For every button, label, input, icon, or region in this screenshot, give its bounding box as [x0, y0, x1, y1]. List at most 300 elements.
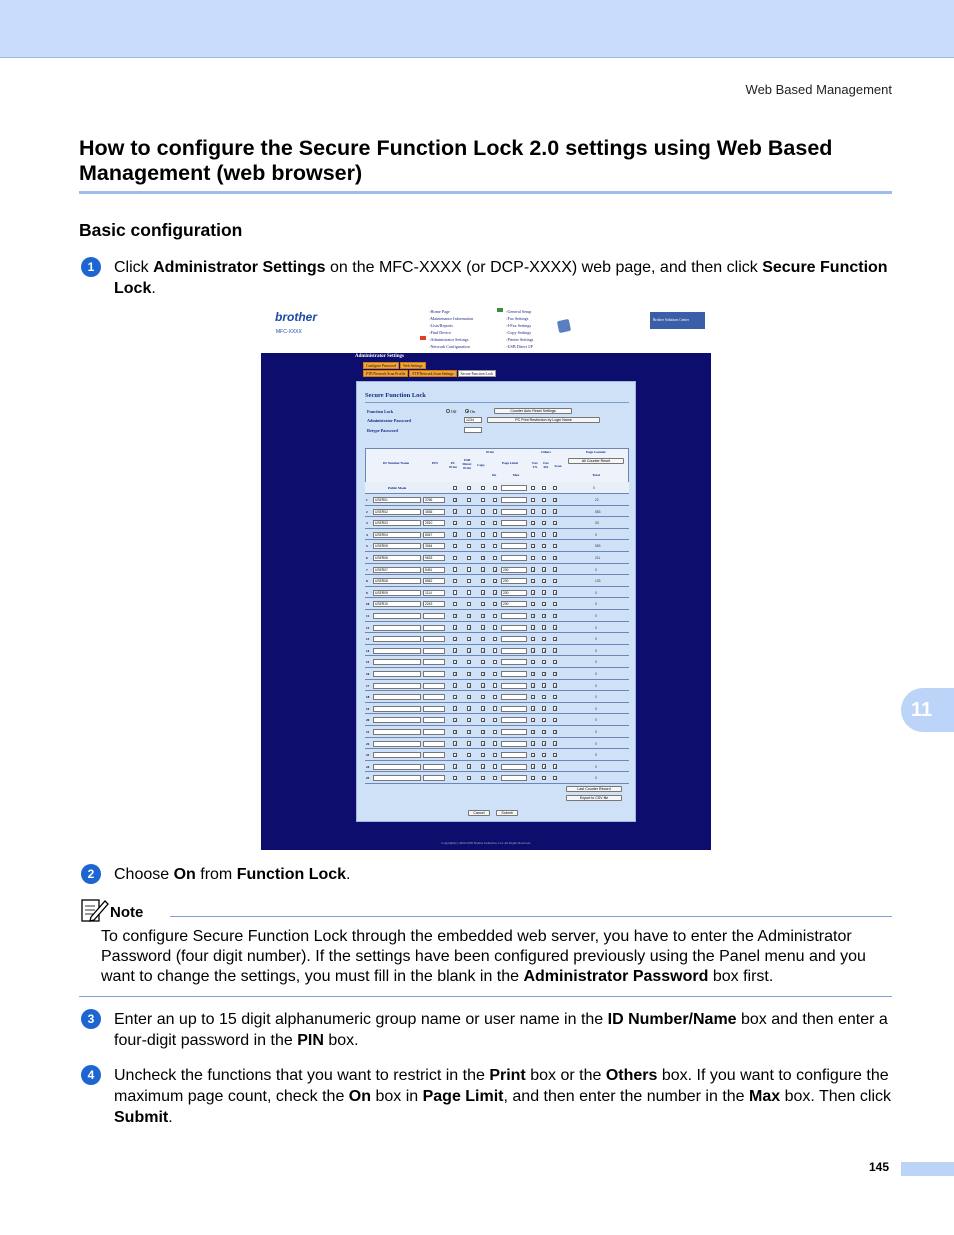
checkbox[interactable]	[531, 764, 535, 768]
checkbox[interactable]	[542, 695, 546, 699]
checkbox[interactable]	[493, 486, 497, 490]
checkbox[interactable]	[542, 683, 546, 687]
checkbox[interactable]	[553, 521, 557, 525]
checkbox[interactable]	[531, 695, 535, 699]
checkbox[interactable]	[467, 532, 471, 536]
id-input[interactable]: USER05	[373, 543, 421, 549]
checkbox[interactable]	[467, 660, 471, 664]
checkbox[interactable]	[481, 486, 485, 490]
checkbox[interactable]	[453, 579, 457, 583]
checkbox[interactable]	[481, 590, 485, 594]
checkbox[interactable]	[542, 602, 546, 606]
checkbox[interactable]	[493, 556, 497, 560]
id-input[interactable]	[373, 648, 421, 654]
checkbox[interactable]	[493, 753, 497, 757]
checkbox[interactable]	[542, 579, 546, 583]
checkbox[interactable]	[453, 637, 457, 641]
checkbox[interactable]	[531, 579, 535, 583]
checkbox[interactable]	[453, 683, 457, 687]
max-input[interactable]	[501, 694, 527, 700]
checkbox[interactable]	[481, 556, 485, 560]
total-count: 0	[595, 741, 597, 746]
id-input[interactable]	[373, 706, 421, 712]
off-radio[interactable]	[446, 409, 450, 413]
pin-input[interactable]	[423, 659, 445, 665]
nav-link[interactable]: ◦ Administrator Settings	[429, 336, 473, 343]
nav-link[interactable]: ◦ Printer Settings	[506, 336, 533, 343]
checkbox[interactable]	[481, 730, 485, 734]
checkbox[interactable]	[467, 648, 471, 652]
checkbox[interactable]	[493, 544, 497, 548]
checkbox[interactable]	[531, 718, 535, 722]
all-counter-reset-button[interactable]: All Counter Reset	[568, 458, 624, 464]
pin-input[interactable]	[423, 775, 445, 781]
pin-input[interactable]: 3766	[423, 497, 445, 503]
checkbox[interactable]	[531, 509, 535, 513]
checkbox[interactable]	[453, 532, 457, 536]
nav-link[interactable]: ◦ Fax Settings	[506, 315, 533, 322]
checkbox[interactable]	[531, 625, 535, 629]
nav-link[interactable]: ◦ Lists/Reports	[429, 322, 473, 329]
checkbox[interactable]	[542, 776, 546, 780]
checkbox[interactable]	[467, 672, 471, 676]
id-input[interactable]: USER02	[373, 509, 421, 515]
max-input[interactable]: 200	[501, 578, 527, 584]
checkbox[interactable]	[493, 683, 497, 687]
checkbox[interactable]	[453, 706, 457, 710]
checkbox[interactable]	[481, 683, 485, 687]
max-input[interactable]	[501, 717, 527, 723]
checkbox[interactable]	[531, 730, 535, 734]
checkbox[interactable]	[531, 602, 535, 606]
checkbox[interactable]	[481, 625, 485, 629]
checkbox[interactable]	[542, 764, 546, 768]
checkbox[interactable]	[531, 532, 535, 536]
checkbox[interactable]	[467, 683, 471, 687]
tab[interactable]: Secure Function Lock	[458, 370, 497, 377]
id-input[interactable]: USER10	[373, 601, 421, 607]
id-input[interactable]	[373, 625, 421, 631]
max-input[interactable]	[501, 752, 527, 758]
pin-input[interactable]	[423, 636, 445, 642]
max-input[interactable]	[501, 543, 527, 549]
max-input[interactable]	[501, 520, 527, 526]
checkbox[interactable]	[481, 567, 485, 571]
id-input[interactable]	[373, 741, 421, 747]
id-input[interactable]	[373, 636, 421, 642]
checkbox[interactable]	[481, 753, 485, 757]
id-input[interactable]	[373, 729, 421, 735]
max-input[interactable]: 200	[501, 567, 527, 573]
max-input[interactable]	[501, 485, 527, 491]
max-input[interactable]	[501, 497, 527, 503]
checkbox[interactable]	[453, 718, 457, 722]
text-run: on the MFC-XXXX (or DCP-XXXX) web page, and then click	[325, 259, 763, 276]
checkbox[interactable]	[453, 730, 457, 734]
checkbox[interactable]	[531, 683, 535, 687]
checkbox[interactable]	[453, 544, 457, 548]
checkbox[interactable]	[553, 614, 557, 618]
checkbox[interactable]	[481, 660, 485, 664]
checkbox[interactable]	[453, 753, 457, 757]
total-count: 0	[595, 567, 597, 572]
pin-input[interactable]: 9633	[423, 555, 445, 561]
id-input[interactable]: USER03	[373, 520, 421, 526]
checkbox[interactable]	[553, 683, 557, 687]
checkbox[interactable]	[493, 660, 497, 664]
max-input[interactable]	[501, 741, 527, 747]
bold-run: Page Limit	[422, 1088, 504, 1105]
checkbox[interactable]	[467, 602, 471, 606]
checkbox[interactable]	[467, 614, 471, 618]
checkbox[interactable]	[553, 498, 557, 502]
checkbox[interactable]	[531, 706, 535, 710]
checkbox[interactable]	[467, 625, 471, 629]
checkbox[interactable]	[531, 614, 535, 618]
checkbox[interactable]	[553, 648, 557, 652]
checkbox[interactable]	[531, 741, 535, 745]
checkbox[interactable]	[493, 614, 497, 618]
max-input[interactable]	[501, 764, 527, 770]
checkbox[interactable]	[531, 567, 535, 571]
id-input[interactable]: USER01	[373, 497, 421, 503]
checkbox[interactable]	[481, 672, 485, 676]
id-input[interactable]: USER07	[373, 567, 421, 573]
checkbox[interactable]	[553, 590, 557, 594]
table-row	[365, 494, 629, 506]
checkbox[interactable]	[542, 648, 546, 652]
checkbox[interactable]	[542, 718, 546, 722]
id-input[interactable]	[373, 683, 421, 689]
checkbox[interactable]	[467, 764, 471, 768]
tab[interactable]: Web Settings	[400, 362, 425, 369]
checkbox[interactable]	[481, 521, 485, 525]
max-input[interactable]	[501, 625, 527, 631]
checkbox[interactable]	[453, 672, 457, 676]
checkbox[interactable]	[553, 602, 557, 606]
max-input[interactable]	[501, 775, 527, 781]
checkbox[interactable]	[531, 556, 535, 560]
checkbox[interactable]	[553, 764, 557, 768]
checkbox[interactable]	[553, 567, 557, 571]
checkbox[interactable]	[467, 590, 471, 594]
checkbox[interactable]	[553, 776, 557, 780]
checkbox[interactable]	[553, 532, 557, 536]
checkbox[interactable]	[493, 590, 497, 594]
checkbox[interactable]	[542, 556, 546, 560]
checkbox[interactable]	[493, 625, 497, 629]
checkbox[interactable]	[553, 544, 557, 548]
id-input[interactable]: USER08	[373, 578, 421, 584]
checkbox[interactable]	[453, 521, 457, 525]
checkbox[interactable]	[553, 672, 557, 676]
checkbox[interactable]	[542, 672, 546, 676]
max-input[interactable]	[501, 671, 527, 677]
checkbox[interactable]	[467, 753, 471, 757]
checkbox[interactable]	[493, 532, 497, 536]
checkbox[interactable]	[531, 590, 535, 594]
checkbox[interactable]	[493, 509, 497, 513]
checkbox[interactable]	[481, 614, 485, 618]
checkbox[interactable]	[493, 521, 497, 525]
checkbox[interactable]	[481, 509, 485, 513]
checkbox[interactable]	[493, 764, 497, 768]
checkbox[interactable]	[467, 544, 471, 548]
checkbox[interactable]	[531, 521, 535, 525]
solutions-center-button[interactable]: Brother Solutions Center	[650, 312, 705, 329]
checkbox[interactable]	[481, 544, 485, 548]
checkbox[interactable]	[542, 625, 546, 629]
checkbox[interactable]	[467, 521, 471, 525]
tab[interactable]: FTP/Network Scan Settings	[409, 370, 456, 377]
pin-input[interactable]	[423, 671, 445, 677]
checkbox[interactable]	[467, 706, 471, 710]
retype-password-input[interactable]	[464, 427, 482, 433]
id-input[interactable]	[373, 694, 421, 700]
checkbox[interactable]	[481, 718, 485, 722]
pin-input[interactable]	[423, 717, 445, 723]
checkbox[interactable]	[481, 741, 485, 745]
checkbox[interactable]	[542, 753, 546, 757]
checkbox[interactable]	[453, 695, 457, 699]
checkbox[interactable]	[493, 718, 497, 722]
checkbox[interactable]	[542, 730, 546, 734]
checkbox[interactable]	[453, 776, 457, 780]
checkbox[interactable]	[467, 741, 471, 745]
checkbox[interactable]	[453, 486, 457, 490]
checkbox[interactable]	[453, 660, 457, 664]
checkbox[interactable]	[481, 695, 485, 699]
checkbox[interactable]	[493, 730, 497, 734]
total-count: 211	[595, 556, 601, 560]
checkbox[interactable]	[481, 602, 485, 606]
nav-link[interactable]: ◦ General Setup	[506, 308, 533, 315]
checkbox[interactable]	[542, 706, 546, 710]
pin-input[interactable]	[423, 625, 445, 631]
pc-print-restriction-button[interactable]: PC Print Restriction by Login Name	[487, 417, 600, 423]
pin-input[interactable]	[423, 729, 445, 735]
nav-link[interactable]: ◦ Home Page	[429, 308, 473, 315]
col-page-limit: Page Limit	[502, 461, 518, 465]
last-counter-record-button[interactable]: Last Counter Record	[566, 786, 622, 792]
checkbox[interactable]	[493, 498, 497, 502]
checkbox[interactable]	[531, 648, 535, 652]
admin-password-input[interactable]: 1234	[464, 417, 482, 423]
checkbox[interactable]	[453, 741, 457, 745]
checkbox[interactable]	[542, 532, 546, 536]
pin-input[interactable]: 8047	[423, 532, 445, 538]
pin-input[interactable]: 2510	[423, 520, 445, 526]
checkbox[interactable]	[553, 741, 557, 745]
checkbox[interactable]	[553, 753, 557, 757]
pin-input[interactable]	[423, 613, 445, 619]
checkbox[interactable]	[531, 660, 535, 664]
checkbox[interactable]	[531, 672, 535, 676]
checkbox[interactable]	[553, 718, 557, 722]
bold-run: Administrator Settings	[153, 259, 326, 276]
id-input[interactable]: USER06	[373, 555, 421, 561]
cancel-button[interactable]: Cancel	[468, 810, 490, 816]
nav-link[interactable]: ◦ Network Configuration	[429, 343, 473, 350]
on-radio[interactable]	[465, 409, 469, 413]
id-input[interactable]	[373, 717, 421, 723]
checkbox[interactable]	[453, 567, 457, 571]
checkbox[interactable]	[493, 648, 497, 652]
checkbox[interactable]	[481, 498, 485, 502]
checkbox[interactable]	[453, 498, 457, 502]
max-input[interactable]: 200	[501, 590, 527, 596]
checkbox[interactable]	[481, 648, 485, 652]
max-input[interactable]	[501, 509, 527, 515]
checkbox[interactable]	[542, 660, 546, 664]
tab[interactable]: FTP/Network Scan Profile	[363, 370, 408, 377]
checkbox[interactable]	[542, 509, 546, 513]
checkbox[interactable]	[453, 764, 457, 768]
pin-input[interactable]	[423, 706, 445, 712]
checkbox[interactable]	[553, 625, 557, 629]
checkbox[interactable]	[542, 590, 546, 594]
id-input[interactable]: USER04	[373, 532, 421, 538]
checkbox[interactable]	[467, 498, 471, 502]
checkbox[interactable]	[493, 695, 497, 699]
checkbox[interactable]	[467, 730, 471, 734]
checkbox[interactable]	[553, 706, 557, 710]
max-input[interactable]	[501, 613, 527, 619]
checkbox[interactable]	[531, 498, 535, 502]
checkbox[interactable]	[553, 556, 557, 560]
nav-link[interactable]: ◦ I-Fax Settings	[506, 322, 533, 329]
checkbox[interactable]	[493, 567, 497, 571]
checkbox[interactable]	[553, 509, 557, 513]
max-input[interactable]	[501, 532, 527, 538]
checkbox[interactable]	[467, 776, 471, 780]
checkbox[interactable]	[493, 602, 497, 606]
nav-link[interactable]: ◦ USB Direct I/F	[506, 343, 533, 350]
id-input[interactable]: USER09	[373, 590, 421, 596]
checkbox[interactable]	[542, 567, 546, 571]
checkbox[interactable]	[531, 544, 535, 548]
checkbox[interactable]	[467, 567, 471, 571]
max-input[interactable]	[501, 659, 527, 665]
checkbox[interactable]	[553, 660, 557, 664]
checkbox[interactable]	[531, 753, 535, 757]
checkbox[interactable]	[481, 637, 485, 641]
pin-input[interactable]	[423, 694, 445, 700]
max-input[interactable]	[501, 706, 527, 712]
pin-input[interactable]: 4536	[423, 509, 445, 515]
pin-input[interactable]: 1114	[423, 590, 445, 596]
checkbox[interactable]	[542, 637, 546, 641]
pin-input[interactable]: 8451	[423, 567, 445, 573]
submit-button[interactable]: Submit	[496, 810, 518, 816]
checkbox[interactable]	[553, 579, 557, 583]
checkbox[interactable]	[453, 625, 457, 629]
max-input[interactable]	[501, 555, 527, 561]
checkbox[interactable]	[531, 637, 535, 641]
checkbox[interactable]	[542, 614, 546, 618]
checkbox[interactable]	[553, 695, 557, 699]
checkbox[interactable]	[453, 509, 457, 513]
checkbox[interactable]	[481, 764, 485, 768]
id-input[interactable]	[373, 775, 421, 781]
pin-input[interactable]: 3064	[423, 543, 445, 549]
nav-link[interactable]: ◦ Find Device	[429, 329, 473, 336]
checkbox[interactable]	[493, 579, 497, 583]
checkbox[interactable]	[453, 614, 457, 618]
checkbox[interactable]	[493, 706, 497, 710]
pin-input[interactable]	[423, 764, 445, 770]
checkbox[interactable]	[467, 579, 471, 583]
pin-input[interactable]	[423, 683, 445, 689]
checkbox[interactable]	[481, 532, 485, 536]
checkbox[interactable]	[542, 486, 546, 490]
checkbox[interactable]	[493, 741, 497, 745]
table-row	[365, 680, 629, 692]
checkbox[interactable]	[467, 695, 471, 699]
row-number: 25	[366, 776, 370, 781]
checkbox[interactable]	[467, 637, 471, 641]
pin-input[interactable]	[423, 648, 445, 654]
checkbox[interactable]	[553, 486, 557, 490]
id-input[interactable]	[373, 752, 421, 758]
checkbox[interactable]	[553, 730, 557, 734]
checkbox[interactable]	[467, 556, 471, 560]
pin-input[interactable]	[423, 752, 445, 758]
checkbox[interactable]	[481, 706, 485, 710]
export-csv-button[interactable]: Export to CSV file	[566, 795, 622, 801]
checkbox[interactable]	[542, 741, 546, 745]
nav-link[interactable]: ◦ Copy Settings	[506, 329, 533, 336]
checkbox[interactable]	[453, 556, 457, 560]
counter-auto-reset-button[interactable]: Counter Auto Reset Settings	[494, 408, 572, 414]
checkbox[interactable]	[481, 579, 485, 583]
checkbox[interactable]	[453, 590, 457, 594]
id-input[interactable]	[373, 671, 421, 677]
pin-input[interactable]: 2243	[423, 601, 445, 607]
id-input[interactable]	[373, 764, 421, 770]
checkbox[interactable]	[531, 486, 535, 490]
checkbox[interactable]	[553, 637, 557, 641]
max-input[interactable]: 200	[501, 601, 527, 607]
max-input[interactable]	[501, 636, 527, 642]
nav-link[interactable]: ◦ Maintenance Information	[429, 315, 473, 322]
checkbox[interactable]	[453, 648, 457, 652]
checkbox[interactable]	[542, 544, 546, 548]
tab[interactable]: Configure Password	[363, 362, 399, 369]
id-input[interactable]	[373, 659, 421, 665]
total-count: 0	[595, 602, 597, 607]
max-input[interactable]	[501, 683, 527, 689]
checkbox[interactable]	[453, 602, 457, 606]
pin-input[interactable]	[423, 741, 445, 747]
checkbox[interactable]	[467, 509, 471, 513]
max-input[interactable]	[501, 729, 527, 735]
bold-run: Function Lock	[236, 866, 347, 883]
checkbox[interactable]	[531, 776, 535, 780]
checkbox[interactable]	[542, 521, 546, 525]
total-count: 0	[595, 614, 597, 618]
checkbox[interactable]	[493, 637, 497, 641]
pin-input[interactable]: 8562	[423, 578, 445, 584]
checkbox[interactable]	[467, 718, 471, 722]
max-input[interactable]	[501, 648, 527, 654]
checkbox[interactable]	[493, 776, 497, 780]
checkbox[interactable]	[481, 776, 485, 780]
checkbox[interactable]	[467, 486, 471, 490]
checkbox[interactable]	[542, 498, 546, 502]
checkbox[interactable]	[493, 672, 497, 676]
id-input[interactable]	[373, 613, 421, 619]
